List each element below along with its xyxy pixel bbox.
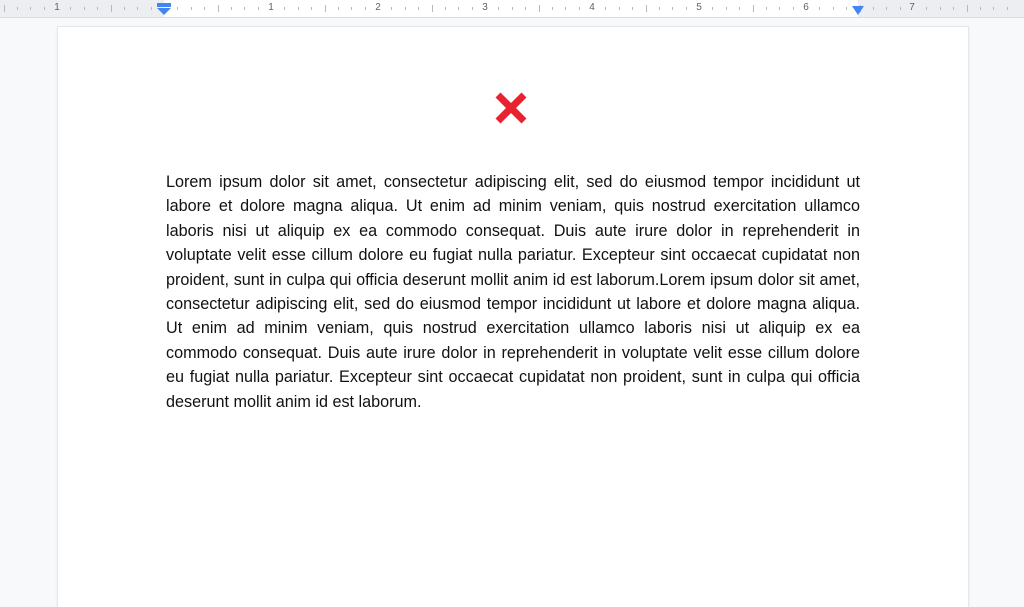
ruler-tick: [284, 7, 285, 10]
ruler-tick: [967, 5, 968, 12]
ruler-tick: [30, 7, 31, 10]
ruler-tick: [659, 7, 660, 10]
left-indent-marker-icon[interactable]: [157, 3, 171, 15]
ruler-tick: [873, 7, 874, 10]
close-x-icon: [493, 90, 529, 126]
ruler-tick: [953, 7, 954, 10]
ruler-tick: [432, 5, 433, 12]
ruler-tick: [766, 7, 767, 10]
ruler-tick: [940, 7, 941, 10]
ruler-tick: [539, 5, 540, 12]
ruler-tick: [579, 7, 580, 10]
ruler-tick: [458, 7, 459, 10]
ruler-tick: [993, 7, 994, 10]
ruler-tick: [70, 7, 71, 10]
ruler-tick: [512, 7, 513, 10]
ruler-tick: [231, 7, 232, 10]
ruler-tick: [753, 5, 754, 12]
ruler-tick: [833, 7, 834, 10]
ruler-tick: [619, 7, 620, 10]
ruler-tick: [177, 7, 178, 10]
ruler-tick: [712, 7, 713, 10]
ruler-tick: [646, 5, 647, 12]
ruler-tick: [311, 7, 312, 10]
ruler-tick: [204, 7, 205, 10]
ruler-tick: [900, 7, 901, 10]
ruler-tick: [17, 7, 18, 10]
ruler-label: 5: [696, 2, 702, 13]
ruler-tick: [191, 7, 192, 10]
ruler-tick: [445, 7, 446, 10]
ruler-tick: [391, 7, 392, 10]
ruler-tick: [779, 7, 780, 10]
ruler-label: 3: [482, 2, 488, 13]
ruler-tick: [672, 7, 673, 10]
ruler-tick: [552, 7, 553, 10]
ruler-label: 1: [268, 2, 274, 13]
ruler-tick: [151, 7, 152, 10]
horizontal-ruler[interactable]: [0, 0, 1024, 18]
right-indent-marker-icon[interactable]: [852, 6, 864, 15]
ruler-label: 7: [909, 2, 915, 13]
ruler-tick: [137, 7, 138, 10]
ruler-tick: [926, 7, 927, 10]
ruler-tick: [405, 7, 406, 10]
ruler-tick: [525, 7, 526, 10]
ruler-tick: [97, 7, 98, 10]
ruler-tick: [298, 7, 299, 10]
ruler-tick: [739, 7, 740, 10]
ruler-tick: [418, 7, 419, 10]
ruler-tick: [846, 7, 847, 10]
ruler-tick: [565, 7, 566, 10]
ruler-tick: [351, 7, 352, 10]
ruler-tick: [44, 7, 45, 10]
ruler-tick: [111, 5, 112, 12]
ruler-label: 6: [803, 2, 809, 13]
ruler-tick: [258, 7, 259, 10]
ruler-tick: [498, 7, 499, 10]
ruler-tick: [124, 7, 125, 10]
ruler-tick: [244, 7, 245, 10]
ruler-tick: [632, 7, 633, 10]
ruler-tick: [365, 7, 366, 10]
ruler-tick: [4, 5, 5, 12]
ruler-tick: [84, 7, 85, 10]
ruler-tick: [325, 5, 326, 12]
body-paragraph[interactable]: Lorem ipsum dolor sit amet, consectetur adipiscing elit, sed do eiusmod tempor incididunt ut labore et dolore magna aliqua. Ut enim ad minim veniam, quis nostrud exercitation ullamco laboris nisi ut aliquip ex ea commodo consequat. Duis aute irure dolor in reprehenderit in voluptate velit esse cillum dolore eu fugiat nulla pariatur. Excepteur sint occaecat cupidatat non proident, sunt in culpa qui officia deserunt mollit anim id est laborum.Lorem ipsum dolor sit amet, consectetur adipiscing elit, sed do eiusmod tempor incididunt ut labore et dolore magna aliqua. Ut enim ad minim veniam, quis nostrud exercitation ullamco laboris nisi ut aliquip ex ea commodo consequat. Duis aute irure dolor in reprehenderit in voluptate velit esse cillum dolore eu fugiat nulla pariatur. Excepteur sint occaecat cupidatat non proident, sunt in culpa qui officia deserunt mollit anim id est laborum.: [166, 173, 860, 411]
ruler-tick: [980, 7, 981, 10]
ruler-tick: [605, 7, 606, 10]
ruler-tick: [472, 7, 473, 10]
ruler-tick: [338, 7, 339, 10]
ruler-tick: [218, 5, 219, 12]
ruler-tick: [886, 7, 887, 10]
ruler-label: 1: [54, 2, 60, 13]
ruler-tick: [819, 7, 820, 10]
ruler-label: 4: [589, 2, 595, 13]
ruler-tick: [726, 7, 727, 10]
ruler-label: 2: [375, 2, 381, 13]
ruler-tick: [1007, 7, 1008, 10]
ruler-tick: [793, 7, 794, 10]
ruler-tick: [686, 7, 687, 10]
